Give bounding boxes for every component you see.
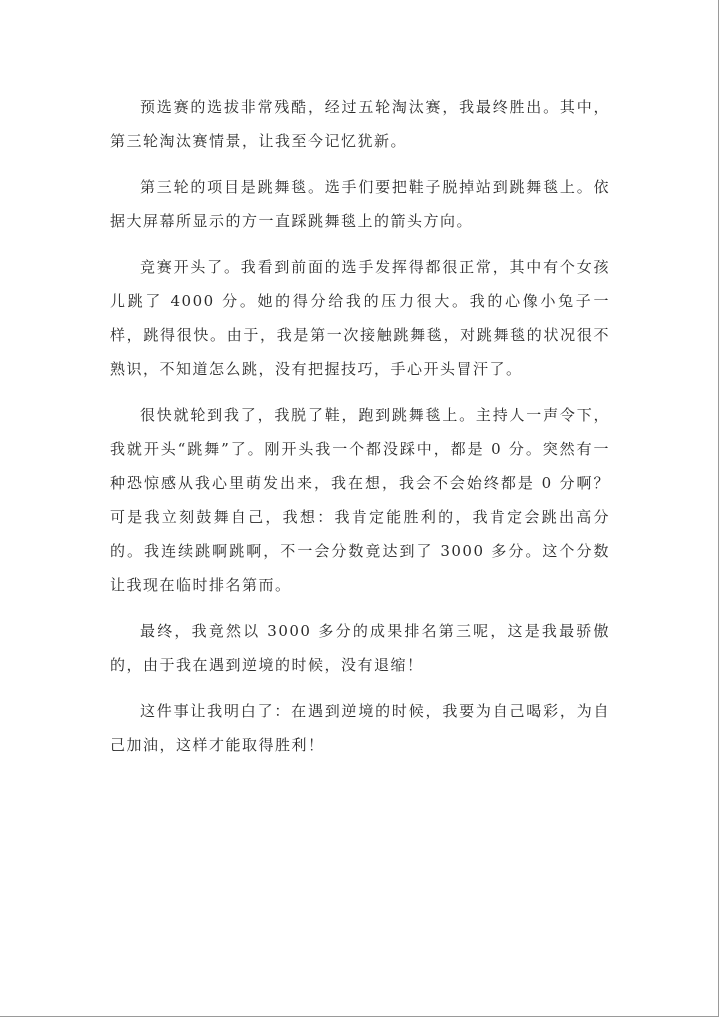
paragraph-6: 这件事让我明白了：在遇到逆境的时候，我要为自己喝彩，为自己加油，这样才能取得胜利！ [110,702,610,754]
paragraph-4: 很快就轮到我了，我脱了鞋，跑到跳舞毯上。主持人一声令下，我就开头“跳舞”了。刚开头我一个都没踩中，都是 0 分。突然有一种恐惊感从我心里萌发出来，我在想，我会不会始终都是 0 分啊？可是我立刻鼓舞自己，我想：我肯定能胜利的，我肯定会跳出高分的。我连续跳啊跳啊，不一会分数竟达到了 3000 多分。这个分数让我现在临时排名第而。 [110,406,610,594]
paragraph-1: 预选赛的选拔非常残酷，经过五轮淘汰赛，我最终胜出。其中，第三轮淘汰赛情景，让我至今记忆犹新。 [110,98,610,150]
paragraph-3: 竞赛开头了。我看到前面的选手发挥得都很正常，其中有个女孩儿跳了 4000 分。她的得分给我的压力很大。我的心像小兔子一样，跳得很快。由于，我是第一次接触跳舞毯，对跳舞毯的状况很不熟识，不知道怎么跳，没有把握技巧，手心开头冒汗了。 [110,258,610,378]
paragraph-2: 第三轮的项目是跳舞毯。选手们要把鞋子脱掉站到跳舞毯上。依据大屏幕所显示的方一直踩跳舞毯上的箭头方向。 [110,178,610,230]
document-body [110,90,610,774]
paragraph-5: 最终，我竟然以 3000 多分的成果排名第三呢，这是我最骄傲的，由于我在遇到逆境的时候，没有退缩！ [110,622,610,674]
